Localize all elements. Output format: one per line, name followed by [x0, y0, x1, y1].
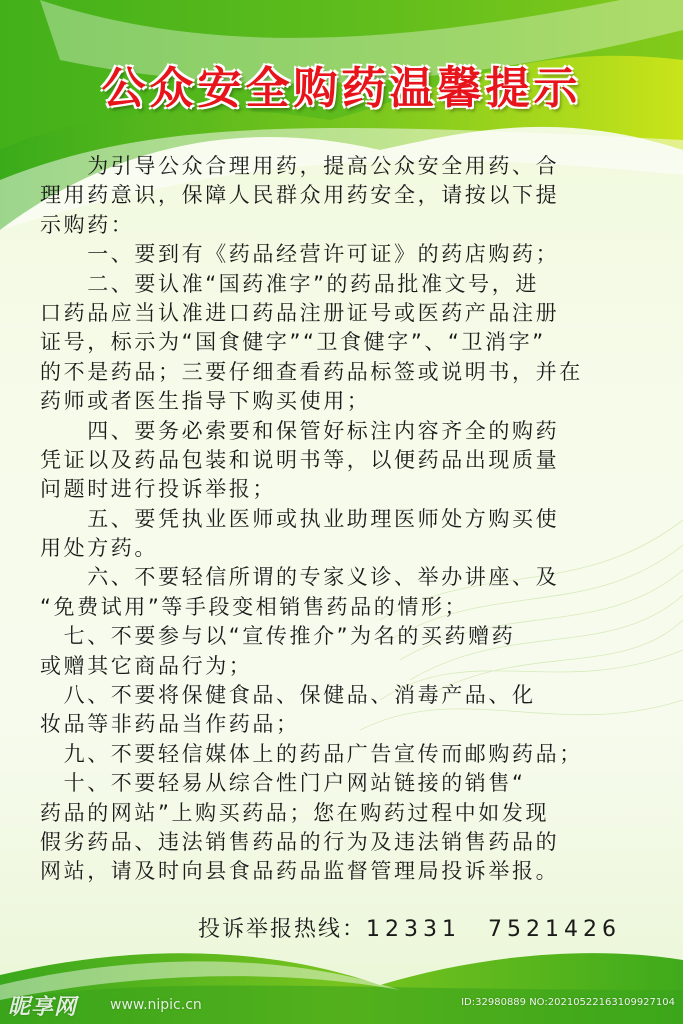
notice-line: 六、不要轻信所谓的专家义诊、举办讲座、及 [40, 565, 560, 590]
notice-line: 妆品等非药品当作药品； [40, 712, 300, 737]
hotline-number-1: 12331 [366, 917, 462, 942]
hotline-label: 投诉举报热线： [198, 917, 367, 942]
notice-line: 药师或者医生指导下购买使用； [40, 389, 371, 414]
notice-line: 的不是药品；三要仔细查看药品标签或说明书，并在 [40, 359, 583, 384]
notice-line: 五、要凭执业医师或执业助理医师处方购买使 [40, 506, 560, 531]
notice-line: 假劣药品、违法销售药品的行为及违法销售药品的 [40, 829, 560, 854]
notice-line: 为引导公众合理用药，提高公众安全用药、合 [40, 154, 560, 178]
notice-line: 四、要务必索要和保管好标注内容齐全的购药 [40, 418, 560, 443]
poster-title: 公众安全购药温馨提示 [101, 63, 582, 114]
notice-body [40, 152, 645, 887]
notice-line: 十、不要轻易从综合性门户网站链接的销售“ [40, 771, 526, 796]
notice-line: 口药品应当认准进口药品注册证号或医药产品注册 [40, 300, 560, 325]
notice-line: “免费试用”等手段变相销售药品的情形； [40, 594, 469, 619]
notice-line: 八、不要将保健食品、保健品、消毒产品、化 [40, 683, 536, 708]
notice-line: 九、不要轻信媒体上的药品广告宣传而邮购药品； [40, 741, 583, 766]
notice-line: 凭证以及药品包装和说明书等，以便药品出现质量 [40, 447, 560, 472]
notice-line: 药品的网站”上购买药品；您在购药过程中如发现 [40, 800, 550, 825]
notice-line: 二、要认准“国药准字”的药品批准文号，进 [40, 271, 539, 296]
notice-line: 七、不要参与以“宣传推介”为名的买药赠药 [40, 624, 516, 649]
notice-line: 用处方药。 [40, 536, 158, 561]
notice-line: 示购药： [40, 212, 135, 237]
notice-line: 理用药意识，保障人民群众用药安全，请按以下提 [40, 183, 560, 208]
watermark-url: www.nipic.cn [110, 997, 202, 1013]
notice-line: 一、要到有《药品经营许可证》的药店购药； [40, 242, 560, 267]
complaint-hotline [198, 912, 621, 943]
watermark-logo: 昵享网 [8, 995, 78, 1020]
notice-line: 网站，请及时向县食品药品监督管理局投诉举报。 [40, 859, 560, 884]
notice-line: 或赠其它商品行为； [40, 653, 253, 678]
hotline-number-2: 7521426 [488, 917, 621, 942]
notice-line: 证号，标示为“国食健字”“卫食健字”、“卫消字” [40, 330, 546, 355]
watermark-id: ID:32980889 NO:20210522163109927104 [461, 997, 675, 1008]
notice-line: 问题时进行投诉举报； [40, 477, 276, 502]
